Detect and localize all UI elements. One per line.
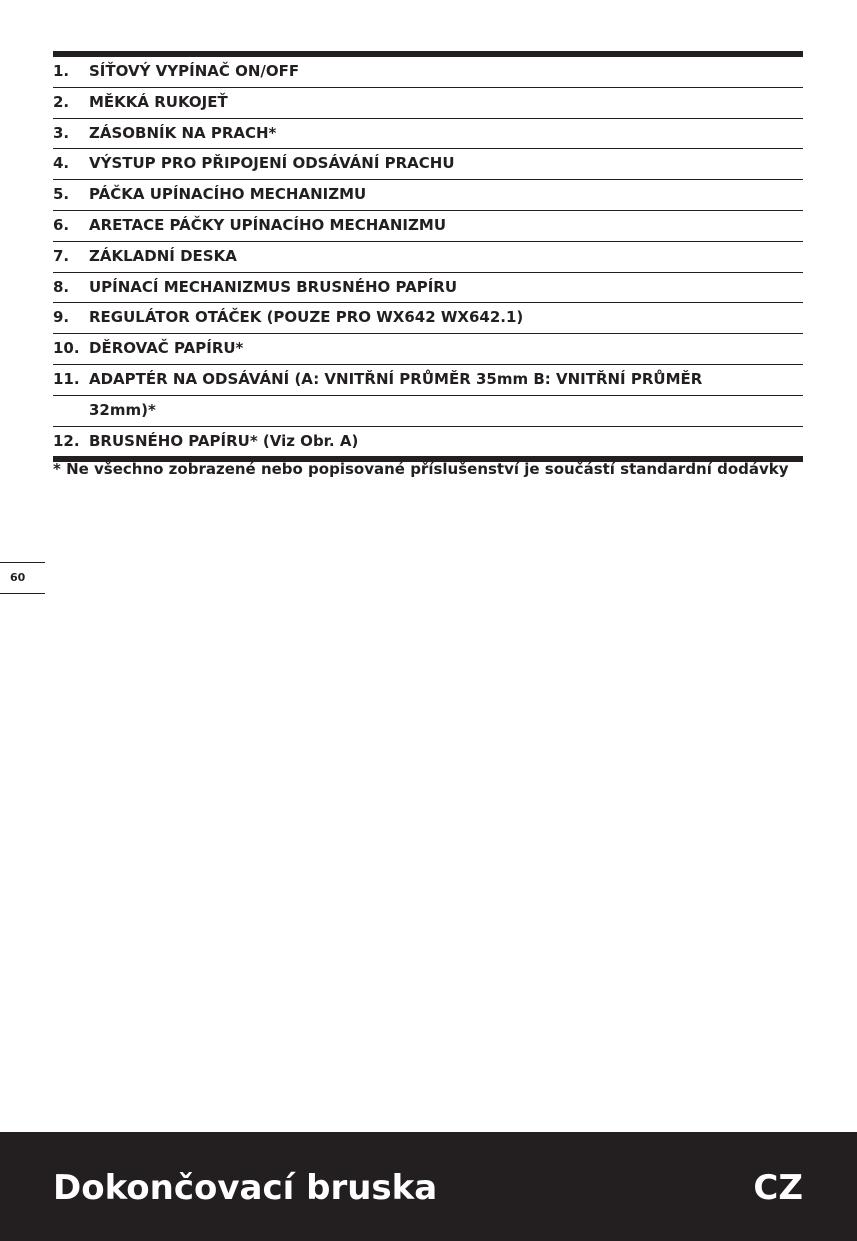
item-label: REGULÁTOR OTÁČEK (POUZE PRO WX642 WX642.1) (89, 308, 524, 327)
item-number: 2. (53, 92, 70, 111)
item-label: MĚKKÁ RUKOJEŤ (89, 92, 228, 111)
list-item (53, 365, 803, 427)
item-number: 9. (53, 308, 70, 327)
list-item (53, 242, 803, 273)
footnote: * Ne všechno zobrazené nebo popisované příslušenství je součástí standardní dodávky (53, 460, 789, 478)
item-label: SÍŤOVÝ VYPÍNAČ ON/OFF (89, 62, 300, 80)
item-label: BRUSNÉHO PAPÍRU* (Viz Obr. A) (89, 431, 359, 450)
list-item (53, 180, 803, 211)
item-label: UPÍNACÍ MECHANIZMUS BRUSNÉHO PAPÍRU (89, 277, 458, 296)
list-item (53, 427, 803, 457)
item-label: ADAPTÉR NA ODSÁVÁNÍ (A: VNITŘNÍ PRŮMĚR 35mm B: VNITŘNÍ PRŮMĚR (89, 369, 703, 388)
item-number: 4. (53, 154, 70, 173)
item-number: 11. (53, 369, 80, 388)
item-label: DĚROVAČ PAPÍRU* (89, 339, 244, 358)
item-label-continued: 32mm)* (53, 395, 803, 426)
item-label: ARETACE PÁČKY UPÍNACÍHO MECHANIZMU (89, 215, 446, 234)
item-number: 10. (53, 339, 80, 358)
item-label-group (89, 365, 803, 426)
item-number: 3. (53, 123, 70, 142)
item-number: 5. (53, 185, 70, 204)
language-code: CZ (753, 1168, 803, 1208)
page-number: 60 (0, 562, 45, 594)
list-item (53, 211, 803, 242)
footer-title: Dokončovací bruska (53, 1168, 438, 1208)
item-number: 6. (53, 215, 70, 234)
list-item (53, 273, 803, 304)
list-item (53, 57, 803, 88)
list-item (53, 149, 803, 180)
item-number: 12. (53, 431, 80, 450)
item-label: ZÁSOBNÍK NA PRACH* (89, 123, 277, 142)
item-label: VÝSTUP PRO PŘIPOJENÍ ODSÁVÁNÍ PRACHU (89, 154, 455, 173)
item-number: 7. (53, 246, 70, 265)
item-number: 8. (53, 277, 70, 296)
parts-list (53, 51, 803, 462)
list-item (53, 88, 803, 119)
item-label: ZÁKLADNÍ DESKA (89, 246, 237, 265)
list-item (53, 334, 803, 365)
list-item (53, 119, 803, 150)
item-number: 1. (53, 62, 70, 80)
list-item (53, 303, 803, 334)
item-label: PÁČKA UPÍNACÍHO MECHANIZMU (89, 185, 367, 204)
